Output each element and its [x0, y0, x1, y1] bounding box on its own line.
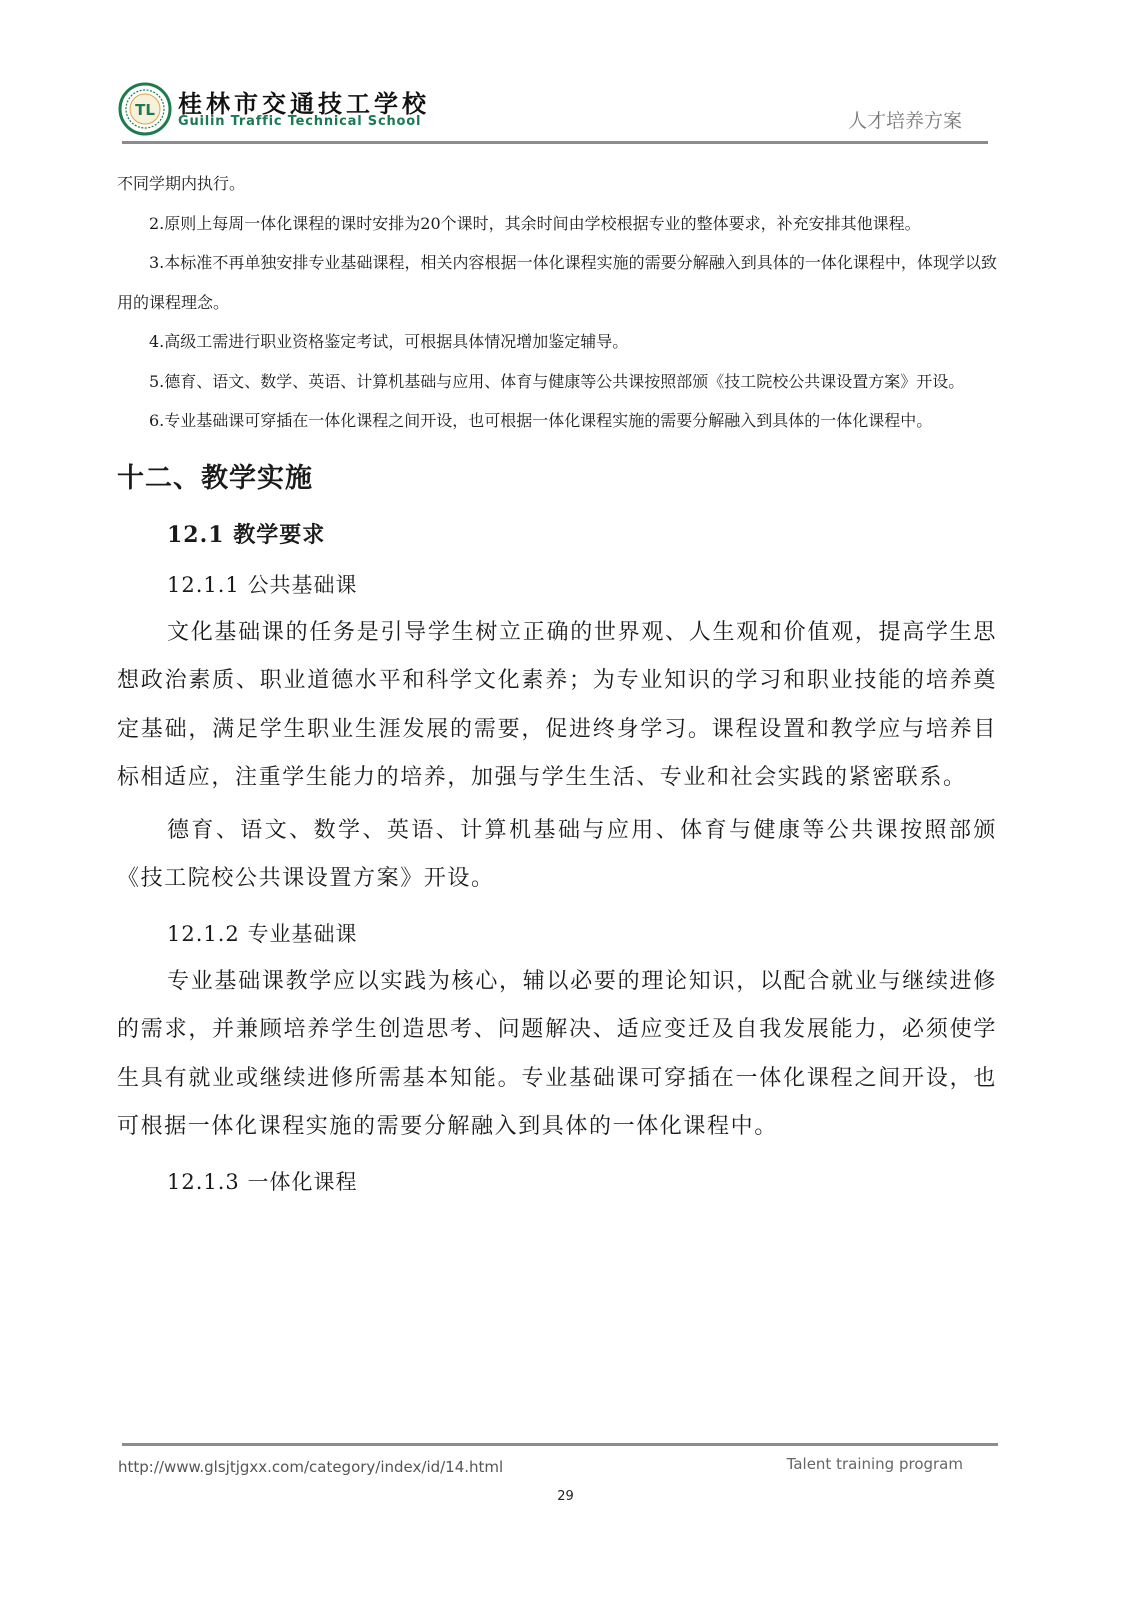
page-number: 29 [557, 1489, 574, 1504]
page-header [112, 76, 988, 146]
footer-divider [122, 1443, 998, 1446]
school-name-cn: 桂林市交通技工学校 [178, 89, 430, 118]
subsection-heading: 12.1 教学要求 [167, 521, 326, 548]
header-divider [122, 141, 988, 144]
footer-url: http://www.glsjtjgxx.com/category/index/id/14.html [118, 1458, 504, 1476]
basic-course-paragraph-1: 专业基础课教学应以实践为核心，辅以必要的理论知识，以配合就业与继续进修的需求，并兼顾培养学生创造思考、问题解决、适应变迁及自我发展能力，必须使学生具有就业或继续进修所需基本知能。专业基础课可穿插在一体化课程之间开设，也可根据一体化课程实施的需要分解融入到具体的一体化课程中。 [117, 968, 997, 1139]
footer-program-name: Talent training program [786, 1455, 963, 1473]
note-continuation: 不同学期内执行。 [117, 174, 246, 193]
note-item-6: 6.专业基础课可穿插在一体化课程之间开设，也可根据一体化课程实施的需要分解融入到具体的一体化课程中。 [149, 411, 933, 430]
note-item-3: 3.本标准不再单独安排专业基础课程，相关内容根据一体化课程实施的需要分解融入到具体的一体化课程中，体现学以致用的课程理念。 [117, 253, 997, 312]
section-heading: 十二、教学实施 [117, 462, 313, 494]
doc-title: 人才培养方案 [847, 110, 962, 132]
note-item-5: 5.德育、语文、数学、英语、计算机基础与应用、体育与健康等公共课按照部颁《技工院校公共课设置方案》开设。 [149, 371, 965, 391]
public-course-paragraph-1: 文化基础课的任务是引导学生树立正确的世界观、人生观和价值观，提高学生思想政治素质、职业道德水平和科学文化素养；为专业知识的学习和职业技能的培养奠定基础，满足学生职业生涯发展的需要，促进终身学习。课程设置和教学应与培养目标相适应，注重学生能力的培养，加强与学生生活、专业和社会实践的紧密联系。 [117, 619, 997, 790]
integrated-course-heading: 12.1.3 一体化课程 [167, 1169, 358, 1194]
logo-letters: TL [135, 101, 155, 119]
public-course-heading: 12.1.1 公共基础课 [167, 572, 358, 597]
public-course-paragraph-2: 德育、语文、数学、英语、计算机基础与应用、体育与健康等公共课按照部颁《技工院校公共课设置方案》开设。 [117, 817, 997, 891]
note-item-4: 4.高级工需进行职业资格鉴定考试，可根据具体情况增加鉴定辅导。 [149, 332, 629, 351]
basic-course-heading: 12.1.2 专业基础课 [167, 921, 358, 946]
page-content [117, 164, 997, 1202]
school-logo-icon [118, 82, 172, 136]
note-item-2: 2.原则上每周一体化课程的课时安排为20个课时，其余时间由学校根据专业的整体要求，补充安排其他课程。 [149, 213, 921, 233]
school-name-en: Guilin Traffic Technical School [178, 114, 422, 129]
